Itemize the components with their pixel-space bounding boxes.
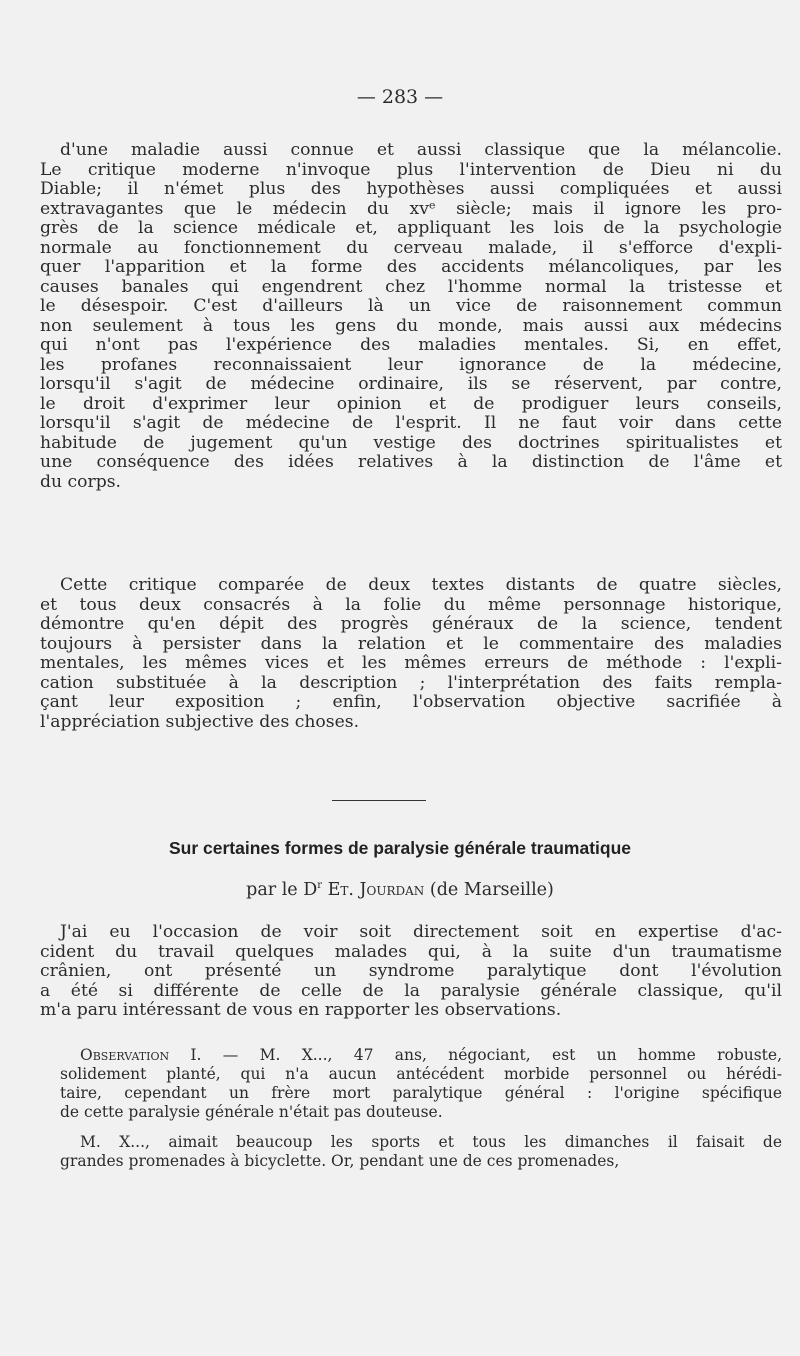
byline-prefix: par le D [246, 880, 318, 900]
text-line [60, 1046, 782, 1065]
text-line: cation substituée à la description ; l'interprétation des faits rempla- [40, 672, 782, 693]
text-line: m'a paru intéressant de vous en rapporter les observations. [40, 1000, 562, 1020]
text-line: normale au fonctionnement du cerveau malade, il s'efforce d'expli- [40, 237, 782, 258]
article-heading: Sur certaines formes de paralysie générale traumatique [169, 838, 631, 858]
text-line: solidement planté, qui n'a aucun antécédent morbide personnel ou hérédi- [60, 1065, 782, 1083]
text-line: mentales, les mêmes vices et les mêmes erreurs de méthode : l'expli- [40, 653, 782, 673]
text-line: lorsqu'il s'agit de médecine de l'esprit. Il ne faut voir dans cette [40, 413, 782, 433]
text-line: démontre qu'en dépit des progrès généraux de la science, tendent [40, 614, 782, 634]
text-line: l'appréciation subjective des choses. [40, 711, 360, 732]
text-line: J'ai eu l'occasion de voir soit directement soit en expertise d'ac- [60, 922, 782, 942]
text-line: d'une maladie aussi connue et aussi classique que la mélancolie. [60, 140, 782, 160]
byline-sup: r [317, 880, 323, 892]
text-line: grandes promenades à bicyclette. Or, pendant une de ces promenades, [60, 1152, 620, 1170]
text-line: grès de la science médicale et, appliquant les lois de la psychologie [40, 218, 782, 238]
text-line: Cette critique comparée de deux textes distants de quatre siècles, [60, 575, 782, 595]
paragraph-intro [40, 923, 782, 1021]
byline [0, 880, 800, 900]
text-line: de cette paralysie générale n'était pas douteuse. [60, 1103, 443, 1121]
text-line: M. X..., aimait beaucoup les sports et tous les dimanches il faisait de [80, 1133, 782, 1151]
text-line: extravagantes que le médecin du xvᵉ siècle; mais il ignore les pro- [40, 198, 782, 219]
text-line: les profanes reconnaissaient leur ignorance de la médecine, [40, 354, 782, 375]
paragraph-critique-comparee [40, 576, 782, 732]
text-line: cident du travail quelques malades qui, à la suite d'un traumatisme [40, 941, 782, 962]
text-line: taire, cependant un frère mort paralytique général : l'origine spécifique [60, 1084, 782, 1102]
text-line: a été si différente de celle de la paralysie générale classique, qu'il [40, 980, 782, 1001]
text-line: et tous deux consacrés à la folie du même personnage historique, [40, 594, 782, 615]
byline-author: Et. Jourdan [327, 880, 425, 900]
observation-paragraph [60, 1046, 782, 1122]
text-line: non seulement à tous les gens du monde, mais aussi aux médecins [40, 315, 782, 336]
text-line: çant leur exposition ; enfin, l'observation objective sacrifiée à [40, 692, 782, 712]
text-line: quer l'apparition et la forme des accidents mélancoliques, par les [40, 257, 782, 277]
observation-label: Observation I. [80, 1046, 202, 1064]
text-line: Le critique moderne n'invoque plus l'intervention de Dieu ni du [40, 159, 782, 180]
paragraph-melancolie [40, 141, 782, 492]
page-number: — 283 — [356, 86, 444, 108]
text-line: le désespoir. C'est d'ailleurs là un vice de raisonnement commun [40, 296, 782, 316]
observation-continuation [60, 1133, 782, 1171]
text-line: le droit d'exprimer leur opinion et de prodiguer leurs conseils, [40, 393, 782, 414]
text-line: toujours à persister dans la relation et le commentaire des maladies [40, 633, 782, 654]
section-divider [332, 800, 426, 801]
text-fragment: — M. X..., 47 ans, négociant, est un homme robuste, [201, 1046, 783, 1064]
text-line: du corps. [40, 471, 122, 492]
text-line: habitude de jugement qu'un vestige des doctrines spiritualistes et [40, 432, 782, 453]
text-line: lorsqu'il s'agit de médecine ordinaire, ils se réservent, par contre, [40, 374, 782, 394]
byline-affiliation: (de Marseille) [429, 880, 554, 900]
text-line: causes banales qui engendrent chez l'homme normal la tristesse et [40, 276, 782, 297]
text-line: qui n'ont pas l'expérience des maladies mentales. Si, en effet, [40, 335, 782, 355]
text-line: une conséquence des idées relatives à la distinction de l'âme et [40, 452, 782, 472]
text-line: Diable; il n'émet plus des hypothèses aussi compliquées et aussi [40, 179, 782, 199]
text-line: crânien, ont présenté un syndrome paralytique dont l'évolution [40, 961, 782, 981]
